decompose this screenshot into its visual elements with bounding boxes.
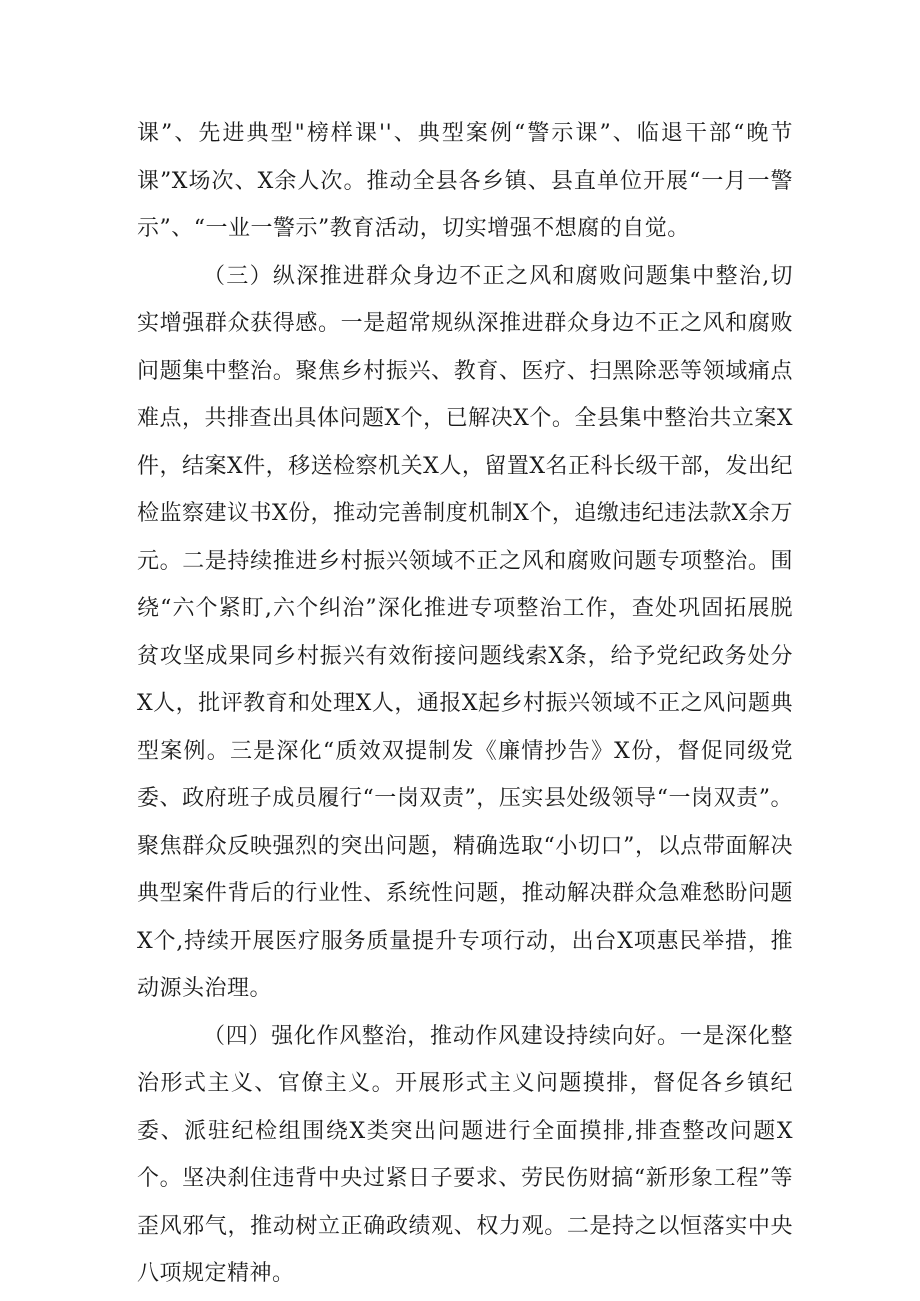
paragraph-section-three: （三）纵深推进群众身边不正之风和腐败问题集中整治,切实增强群众获得感。一是超常规纵深推进群众身边不正之风和腐败问题集中整治。聚焦乡村振兴、教育、医疗、扫黑除恶等领域痛点难点，共排查出具体问题X个，已解决X个。全县集中整治共立案X件，结案X件，移送检察机关X人，留置X名正科长级干部，发出纪检监察建议书X份，推动完善制度机制X个，追缴违纪违法款X余万元。二是持续推进乡村振兴领域不正之风和腐败问题专项整治。围绕“六个紧盯,六个纠治”深化推进专项整治工作，查处巩固拓展脱贫攻坚成果同乡村振兴有效衔接问题线索X条，给予党纪政务处分X人，批评教育和处理X人，通报X起乡村振兴领域不正之风问题典型案例。三是深化“质效双提制发《廉情抄告》X份，督促同级党委、政府班子成员履行“一岗双责”，压实县处级领导“一岗双责”。聚焦群众反映强烈的突出问题，精确选取“小切口”，以点带面解决典型案件背后的行业性、系统性问题，推动解决群众急难愁盼问题X个,持续开展医疗服务质量提升专项行动，出台X项惠民举措，推动源头治理。: [137, 263, 793, 1001]
document-body: [137, 110, 793, 1298]
paragraph-section-four: （四）强化作风整治，推动作风建设持续向好。一是深化整治形式主义、官僚主义。开展形式主义问题摸排，督促各乡镇纪委、派驻纪检组围绕X类突出问题进行全面摸排,排查整改问题X个。坚决刹住违背中央过紧日子要求、劳民伤财搞“新形象工程”等歪风邪气，推动树立正确政绩观、权力观。二是持之以恒落实中央八项规定精神。: [137, 1023, 793, 1286]
paragraph-continuation: 课”、先进典型"榜样课''、典型案例“警示课”、临退干部“晚节课”X场次、X余人次。推动全县各乡镇、县直单位开展“一月一警示”、“一业一警示”教育活动，切实增强不想腐的自觉。: [137, 121, 793, 241]
